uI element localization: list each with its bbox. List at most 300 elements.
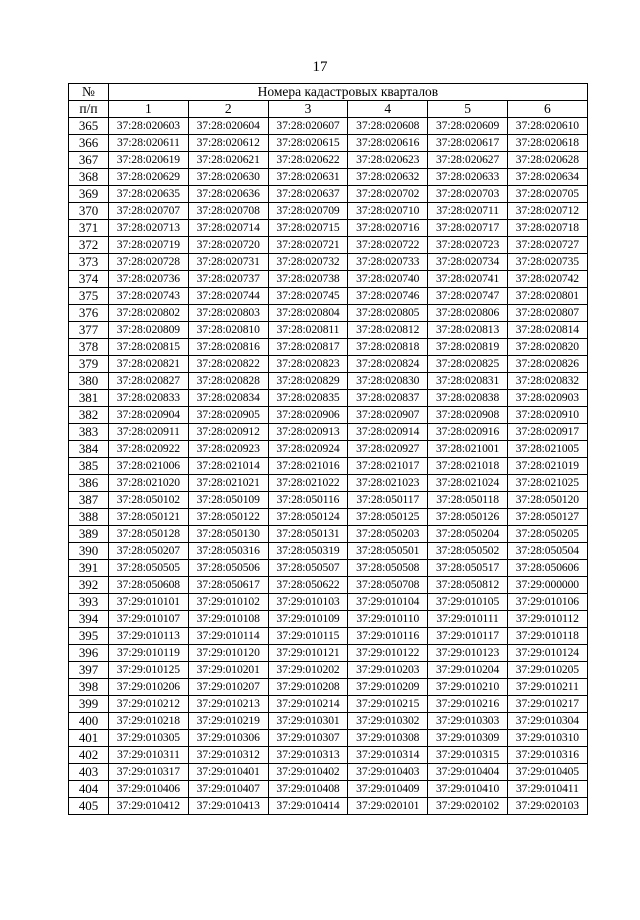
header-num-bottom: п/п — [69, 101, 109, 118]
cadastral-number-cell: 37:28:020737 — [188, 271, 268, 288]
cadastral-number-cell: 37:29:010407 — [188, 781, 268, 798]
cadastral-number-cell: 37:28:020806 — [428, 305, 508, 322]
cadastral-number-cell: 37:29:000000 — [507, 577, 587, 594]
cadastral-number-cell: 37:29:010403 — [348, 764, 428, 781]
cadastral-number-cell: 37:28:020622 — [268, 152, 348, 169]
cadastral-number-cell: 37:29:010412 — [109, 798, 189, 815]
table-row — [69, 271, 588, 288]
cadastral-number-cell: 37:28:020705 — [507, 186, 587, 203]
cadastral-number-cell: 37:28:020743 — [109, 288, 189, 305]
cadastral-number-cell: 37:28:050617 — [188, 577, 268, 594]
cadastral-number-cell: 37:28:020821 — [109, 356, 189, 373]
cadastral-number-cell: 37:29:010107 — [109, 611, 189, 628]
table-row — [69, 237, 588, 254]
row-number: 379 — [69, 356, 109, 373]
cadastral-number-cell: 37:28:021023 — [348, 475, 428, 492]
header-column-6: 6 — [507, 101, 587, 118]
cadastral-number-cell: 37:29:020101 — [348, 798, 428, 815]
row-number: 398 — [69, 679, 109, 696]
table-row — [69, 611, 588, 628]
cadastral-number-cell: 37:29:010212 — [109, 696, 189, 713]
cadastral-number-cell: 37:29:010112 — [507, 611, 587, 628]
table-header — [69, 84, 588, 118]
row-number: 403 — [69, 764, 109, 781]
cadastral-number-cell: 37:28:050812 — [428, 577, 508, 594]
header-row-group — [69, 84, 588, 101]
cadastral-number-cell: 37:29:010315 — [428, 747, 508, 764]
cadastral-number-cell: 37:28:020828 — [188, 373, 268, 390]
cadastral-number-cell: 37:28:020917 — [507, 424, 587, 441]
cadastral-number-cell: 37:29:010105 — [428, 594, 508, 611]
cadastral-number-cell: 37:28:020742 — [507, 271, 587, 288]
cadastral-number-cell: 37:28:050507 — [268, 560, 348, 577]
row-number: 372 — [69, 237, 109, 254]
row-number: 399 — [69, 696, 109, 713]
cadastral-number-cell: 37:28:020809 — [109, 322, 189, 339]
cadastral-number-cell: 37:28:021006 — [109, 458, 189, 475]
cadastral-number-cell: 37:28:020906 — [268, 407, 348, 424]
cadastral-number-cell: 37:28:020735 — [507, 254, 587, 271]
cadastral-number-cell: 37:28:050126 — [428, 509, 508, 526]
row-number: 382 — [69, 407, 109, 424]
cadastral-number-cell: 37:28:020629 — [109, 169, 189, 186]
cadastral-number-cell: 37:29:010401 — [188, 764, 268, 781]
cadastral-number-cell: 37:29:010313 — [268, 747, 348, 764]
cadastral-number-cell: 37:28:020717 — [428, 220, 508, 237]
cadastral-number-cell: 37:28:020734 — [428, 254, 508, 271]
cadastral-number-cell: 37:28:020733 — [348, 254, 428, 271]
cadastral-number-cell: 37:29:010304 — [507, 713, 587, 730]
cadastral-number-cell: 37:29:010202 — [268, 662, 348, 679]
cadastral-number-cell: 37:28:020623 — [348, 152, 428, 169]
cadastral-number-cell: 37:28:020910 — [507, 407, 587, 424]
cadastral-number-cell: 37:28:020834 — [188, 390, 268, 407]
cadastral-number-cell: 37:29:010305 — [109, 730, 189, 747]
cadastral-number-cell: 37:28:050505 — [109, 560, 189, 577]
cadastral-number-cell: 37:28:020802 — [109, 305, 189, 322]
cadastral-number-cell: 37:28:020824 — [348, 356, 428, 373]
cadastral-number-cell: 37:28:020727 — [507, 237, 587, 254]
cadastral-number-cell: 37:28:021021 — [188, 475, 268, 492]
cadastral-number-cell: 37:28:020731 — [188, 254, 268, 271]
table-row — [69, 662, 588, 679]
cadastral-number-cell: 37:28:020833 — [109, 390, 189, 407]
table-row — [69, 220, 588, 237]
cadastral-number-cell: 37:28:020711 — [428, 203, 508, 220]
table-row — [69, 356, 588, 373]
cadastral-number-cell: 37:28:020722 — [348, 237, 428, 254]
cadastral-number-cell: 37:29:010308 — [348, 730, 428, 747]
row-number: 377 — [69, 322, 109, 339]
table-row — [69, 696, 588, 713]
cadastral-number-cell: 37:29:010117 — [428, 628, 508, 645]
cadastral-number-cell: 37:29:010306 — [188, 730, 268, 747]
cadastral-number-cell: 37:28:020712 — [507, 203, 587, 220]
cadastral-number-cell: 37:29:010316 — [507, 747, 587, 764]
cadastral-number-cell: 37:29:010101 — [109, 594, 189, 611]
cadastral-number-cell: 37:29:010123 — [428, 645, 508, 662]
row-number: 387 — [69, 492, 109, 509]
cadastral-number-cell: 37:29:010103 — [268, 594, 348, 611]
cadastral-number-cell: 37:28:020810 — [188, 322, 268, 339]
cadastral-number-cell: 37:28:020908 — [428, 407, 508, 424]
cadastral-number-cell: 37:28:050316 — [188, 543, 268, 560]
cadastral-number-cell: 37:28:050207 — [109, 543, 189, 560]
cadastral-number-cell: 37:28:050606 — [507, 560, 587, 577]
cadastral-number-cell: 37:28:050204 — [428, 526, 508, 543]
table-row — [69, 764, 588, 781]
cadastral-number-cell: 37:28:020617 — [428, 135, 508, 152]
cadastral-number-cell: 37:28:020832 — [507, 373, 587, 390]
cadastral-number-cell: 37:28:050501 — [348, 543, 428, 560]
header-column-1: 1 — [109, 101, 189, 118]
cadastral-number-cell: 37:29:020103 — [507, 798, 587, 815]
row-number: 385 — [69, 458, 109, 475]
cadastral-number-cell: 37:28:050506 — [188, 560, 268, 577]
row-number: 378 — [69, 339, 109, 356]
cadastral-number-cell: 37:29:010317 — [109, 764, 189, 781]
cadastral-number-cell: 37:28:050517 — [428, 560, 508, 577]
table-row — [69, 577, 588, 594]
cadastral-number-cell: 37:28:050608 — [109, 577, 189, 594]
header-column-2: 2 — [188, 101, 268, 118]
cadastral-number-cell: 37:29:010108 — [188, 611, 268, 628]
table-row — [69, 407, 588, 424]
cadastral-number-cell: 37:29:010310 — [507, 730, 587, 747]
cadastral-number-cell: 37:28:020637 — [268, 186, 348, 203]
table-row — [69, 305, 588, 322]
cadastral-number-cell: 37:28:020633 — [428, 169, 508, 186]
row-number: 369 — [69, 186, 109, 203]
row-number: 370 — [69, 203, 109, 220]
table-row — [69, 186, 588, 203]
cadastral-number-cell: 37:29:010404 — [428, 764, 508, 781]
cadastral-number-cell: 37:29:010402 — [268, 764, 348, 781]
cadastral-number-cell: 37:28:050708 — [348, 577, 428, 594]
row-number: 394 — [69, 611, 109, 628]
cadastral-number-cell: 37:28:020719 — [109, 237, 189, 254]
cadastral-number-cell: 37:28:020813 — [428, 322, 508, 339]
row-number: 386 — [69, 475, 109, 492]
cadastral-number-cell: 37:28:020714 — [188, 220, 268, 237]
cadastral-number-cell: 37:28:020825 — [428, 356, 508, 373]
row-number: 397 — [69, 662, 109, 679]
row-number: 375 — [69, 288, 109, 305]
cadastral-number-cell: 37:28:020621 — [188, 152, 268, 169]
row-number: 388 — [69, 509, 109, 526]
table-row — [69, 203, 588, 220]
cadastral-number-cell: 37:29:010213 — [188, 696, 268, 713]
row-number: 365 — [69, 118, 109, 135]
cadastral-number-cell: 37:28:020715 — [268, 220, 348, 237]
cadastral-number-cell: 37:28:020702 — [348, 186, 428, 203]
cadastral-number-cell: 37:29:010413 — [188, 798, 268, 815]
header-row-columns — [69, 101, 588, 118]
table-row — [69, 288, 588, 305]
cadastral-number-cell: 37:28:020713 — [109, 220, 189, 237]
cadastral-number-cell: 37:28:020738 — [268, 271, 348, 288]
table-row — [69, 645, 588, 662]
cadastral-number-cell: 37:28:020816 — [188, 339, 268, 356]
cadastral-number-cell: 37:29:010311 — [109, 747, 189, 764]
table-row — [69, 628, 588, 645]
cadastral-number-cell: 37:28:050125 — [348, 509, 428, 526]
cadastral-number-cell: 37:28:020830 — [348, 373, 428, 390]
cadastral-number-cell: 37:28:020914 — [348, 424, 428, 441]
cadastral-number-cell: 37:28:020820 — [507, 339, 587, 356]
table-row — [69, 526, 588, 543]
cadastral-number-cell: 37:28:050502 — [428, 543, 508, 560]
cadastral-number-cell: 37:28:020818 — [348, 339, 428, 356]
cadastral-number-cell: 37:29:010102 — [188, 594, 268, 611]
table-row — [69, 118, 588, 135]
table-row — [69, 322, 588, 339]
cadastral-number-cell: 37:29:010303 — [428, 713, 508, 730]
cadastral-number-cell: 37:29:010302 — [348, 713, 428, 730]
row-number: 380 — [69, 373, 109, 390]
row-number: 374 — [69, 271, 109, 288]
cadastral-number-cell: 37:29:010406 — [109, 781, 189, 798]
cadastral-number-cell: 37:28:020721 — [268, 237, 348, 254]
cadastral-number-cell: 37:28:020619 — [109, 152, 189, 169]
row-number: 401 — [69, 730, 109, 747]
cadastral-number-cell: 37:28:021018 — [428, 458, 508, 475]
cadastral-number-cell: 37:29:010204 — [428, 662, 508, 679]
cadastral-number-cell: 37:28:020744 — [188, 288, 268, 305]
cadastral-number-cell: 37:28:020905 — [188, 407, 268, 424]
cadastral-number-cell: 37:28:021001 — [428, 441, 508, 458]
cadastral-number-cell: 37:28:020610 — [507, 118, 587, 135]
cadastral-number-cell: 37:28:050504 — [507, 543, 587, 560]
cadastral-number-cell: 37:28:020708 — [188, 203, 268, 220]
cadastral-number-cell: 37:29:010115 — [268, 628, 348, 645]
cadastral-number-cell: 37:28:020803 — [188, 305, 268, 322]
row-number: 393 — [69, 594, 109, 611]
row-number: 402 — [69, 747, 109, 764]
cadastral-number-cell: 37:28:020835 — [268, 390, 348, 407]
cadastral-number-cell: 37:28:021022 — [268, 475, 348, 492]
cadastral-number-cell: 37:28:020703 — [428, 186, 508, 203]
row-number: 392 — [69, 577, 109, 594]
cadastral-number-cell: 37:28:020632 — [348, 169, 428, 186]
cadastral-number-cell: 37:29:010125 — [109, 662, 189, 679]
cadastral-number-cell: 37:28:050118 — [428, 492, 508, 509]
cadastral-number-cell: 37:28:020636 — [188, 186, 268, 203]
cadastral-number-cell: 37:28:020913 — [268, 424, 348, 441]
cadastral-number-cell: 37:28:020747 — [428, 288, 508, 305]
cadastral-number-cell: 37:29:010214 — [268, 696, 348, 713]
cadastral-number-cell: 37:28:020923 — [188, 441, 268, 458]
table-body — [69, 118, 588, 815]
cadastral-number-cell: 37:29:010110 — [348, 611, 428, 628]
table-row — [69, 254, 588, 271]
cadastral-number-cell: 37:28:020634 — [507, 169, 587, 186]
cadastral-number-cell: 37:28:020627 — [428, 152, 508, 169]
table-row — [69, 169, 588, 186]
cadastral-number-cell: 37:28:020720 — [188, 237, 268, 254]
cadastral-number-cell: 37:29:010211 — [507, 679, 587, 696]
cadastral-number-cell: 37:29:010106 — [507, 594, 587, 611]
row-number: 368 — [69, 169, 109, 186]
cadastral-number-cell: 37:28:020912 — [188, 424, 268, 441]
cadastral-number-cell: 37:28:020916 — [428, 424, 508, 441]
table-row — [69, 747, 588, 764]
cadastral-number-cell: 37:29:010301 — [268, 713, 348, 730]
table-row — [69, 594, 588, 611]
cadastral-number-cell: 37:29:010109 — [268, 611, 348, 628]
cadastral-number-cell: 37:28:050130 — [188, 526, 268, 543]
cadastral-number-cell: 37:29:010414 — [268, 798, 348, 815]
cadastral-number-cell: 37:28:050205 — [507, 526, 587, 543]
row-number: 383 — [69, 424, 109, 441]
cadastral-number-cell: 37:28:020745 — [268, 288, 348, 305]
cadastral-number-cell: 37:28:050131 — [268, 526, 348, 543]
row-number: 367 — [69, 152, 109, 169]
cadastral-number-cell: 37:28:021025 — [507, 475, 587, 492]
cadastral-number-cell: 37:28:020603 — [109, 118, 189, 135]
cadastral-number-cell: 37:28:020635 — [109, 186, 189, 203]
cadastral-number-cell: 37:29:010124 — [507, 645, 587, 662]
table-row — [69, 730, 588, 747]
row-number: 366 — [69, 135, 109, 152]
cadastral-number-cell: 37:28:020817 — [268, 339, 348, 356]
cadastral-number-cell: 37:28:050121 — [109, 509, 189, 526]
cadastral-number-cell: 37:28:020746 — [348, 288, 428, 305]
cadastral-number-cell: 37:28:020815 — [109, 339, 189, 356]
row-number: 384 — [69, 441, 109, 458]
row-number: 390 — [69, 543, 109, 560]
cadastral-number-cell: 37:28:020807 — [507, 305, 587, 322]
cadastral-number-cell: 37:29:010201 — [188, 662, 268, 679]
page-number: 17 — [312, 59, 328, 75]
header-group-title: Номера кадастровых кварталов — [109, 84, 588, 101]
cadastral-number-cell: 37:28:020608 — [348, 118, 428, 135]
cadastral-number-cell: 37:29:010120 — [188, 645, 268, 662]
cadastral-number-cell: 37:28:020732 — [268, 254, 348, 271]
cadastral-number-cell: 37:29:010113 — [109, 628, 189, 645]
cadastral-number-cell: 37:29:010210 — [428, 679, 508, 696]
header-column-4: 4 — [348, 101, 428, 118]
cadastral-number-cell: 37:29:010205 — [507, 662, 587, 679]
cadastral-number-cell: 37:28:021020 — [109, 475, 189, 492]
cadastral-number-cell: 37:29:010307 — [268, 730, 348, 747]
cadastral-number-cell: 37:28:020604 — [188, 118, 268, 135]
cadastral-number-cell: 37:28:020736 — [109, 271, 189, 288]
row-number: 376 — [69, 305, 109, 322]
cadastral-number-cell: 37:28:050122 — [188, 509, 268, 526]
cadastral-number-cell: 37:28:020612 — [188, 135, 268, 152]
cadastral-number-cell: 37:29:010411 — [507, 781, 587, 798]
cadastral-number-cell: 37:28:020805 — [348, 305, 428, 322]
cadastral-number-cell: 37:28:020903 — [507, 390, 587, 407]
cadastral-number-cell: 37:29:010408 — [268, 781, 348, 798]
cadastral-number-cell: 37:29:010219 — [188, 713, 268, 730]
cadastral-number-cell: 37:29:010119 — [109, 645, 189, 662]
cadastral-number-cell: 37:28:020814 — [507, 322, 587, 339]
cadastral-number-cell: 37:28:020801 — [507, 288, 587, 305]
cadastral-number-cell: 37:28:020709 — [268, 203, 348, 220]
table-row — [69, 492, 588, 509]
cadastral-number-cell: 37:29:010217 — [507, 696, 587, 713]
table-row — [69, 458, 588, 475]
cadastral-number-cell: 37:29:010122 — [348, 645, 428, 662]
cadastral-number-cell: 37:28:020911 — [109, 424, 189, 441]
cadastral-number-cell: 37:28:050622 — [268, 577, 348, 594]
cadastral-number-cell: 37:29:010410 — [428, 781, 508, 798]
table-row — [69, 560, 588, 577]
table-row — [69, 441, 588, 458]
header-column-5: 5 — [428, 101, 508, 118]
cadastral-number-cell: 37:29:010218 — [109, 713, 189, 730]
cadastral-number-cell: 37:28:020616 — [348, 135, 428, 152]
cadastral-number-cell: 37:28:020609 — [428, 118, 508, 135]
row-number: 381 — [69, 390, 109, 407]
cadastral-number-cell: 37:29:010216 — [428, 696, 508, 713]
cadastral-number-cell: 37:28:020922 — [109, 441, 189, 458]
cadastral-number-cell: 37:28:020630 — [188, 169, 268, 186]
table-row — [69, 798, 588, 815]
cadastral-number-cell: 37:29:010208 — [268, 679, 348, 696]
cadastral-number-cell: 37:28:050128 — [109, 526, 189, 543]
cadastral-number-cell: 37:28:020723 — [428, 237, 508, 254]
cadastral-number-cell: 37:28:020804 — [268, 305, 348, 322]
table-row — [69, 424, 588, 441]
cadastral-number-cell: 37:28:020628 — [507, 152, 587, 169]
cadastral-number-cell: 37:29:010206 — [109, 679, 189, 696]
cadastral-number-cell: 37:28:020831 — [428, 373, 508, 390]
table-row — [69, 475, 588, 492]
cadastral-number-cell: 37:28:050109 — [188, 492, 268, 509]
row-number: 395 — [69, 628, 109, 645]
table-row — [69, 713, 588, 730]
cadastral-number-cell: 37:29:010111 — [428, 611, 508, 628]
cadastral-number-cell: 37:28:020707 — [109, 203, 189, 220]
cadastral-number-cell: 37:29:010114 — [188, 628, 268, 645]
row-number: 405 — [69, 798, 109, 815]
cadastral-number-cell: 37:29:010207 — [188, 679, 268, 696]
table-row — [69, 152, 588, 169]
cadastral-number-cell: 37:28:050117 — [348, 492, 428, 509]
cadastral-number-cell: 37:28:020811 — [268, 322, 348, 339]
row-number: 396 — [69, 645, 109, 662]
cadastral-number-cell: 37:29:010116 — [348, 628, 428, 645]
cadastral-number-cell: 37:29:010203 — [348, 662, 428, 679]
cadastral-number-cell: 37:28:020716 — [348, 220, 428, 237]
cadastral-number-cell: 37:29:010312 — [188, 747, 268, 764]
cadastral-number-cell: 37:28:020827 — [109, 373, 189, 390]
table-row — [69, 509, 588, 526]
cadastral-number-cell: 37:28:020822 — [188, 356, 268, 373]
cadastral-number-cell: 37:28:021005 — [507, 441, 587, 458]
row-number: 373 — [69, 254, 109, 271]
cadastral-number-cell: 37:29:010309 — [428, 730, 508, 747]
cadastral-number-cell: 37:28:020618 — [507, 135, 587, 152]
cadastral-number-cell: 37:29:010104 — [348, 594, 428, 611]
table-row — [69, 135, 588, 152]
cadastral-quarters-table — [68, 83, 588, 815]
cadastral-number-cell: 37:29:010118 — [507, 628, 587, 645]
cadastral-number-cell: 37:28:050508 — [348, 560, 428, 577]
header-num-top: № — [69, 84, 109, 101]
cadastral-number-cell: 37:28:020740 — [348, 271, 428, 288]
cadastral-number-cell: 37:28:020741 — [428, 271, 508, 288]
cadastral-number-cell: 37:29:010121 — [268, 645, 348, 662]
cadastral-number-cell: 37:28:020631 — [268, 169, 348, 186]
cadastral-number-cell: 37:29:010314 — [348, 747, 428, 764]
row-number: 391 — [69, 560, 109, 577]
cadastral-number-cell: 37:28:020728 — [109, 254, 189, 271]
cadastral-number-cell: 37:28:020829 — [268, 373, 348, 390]
